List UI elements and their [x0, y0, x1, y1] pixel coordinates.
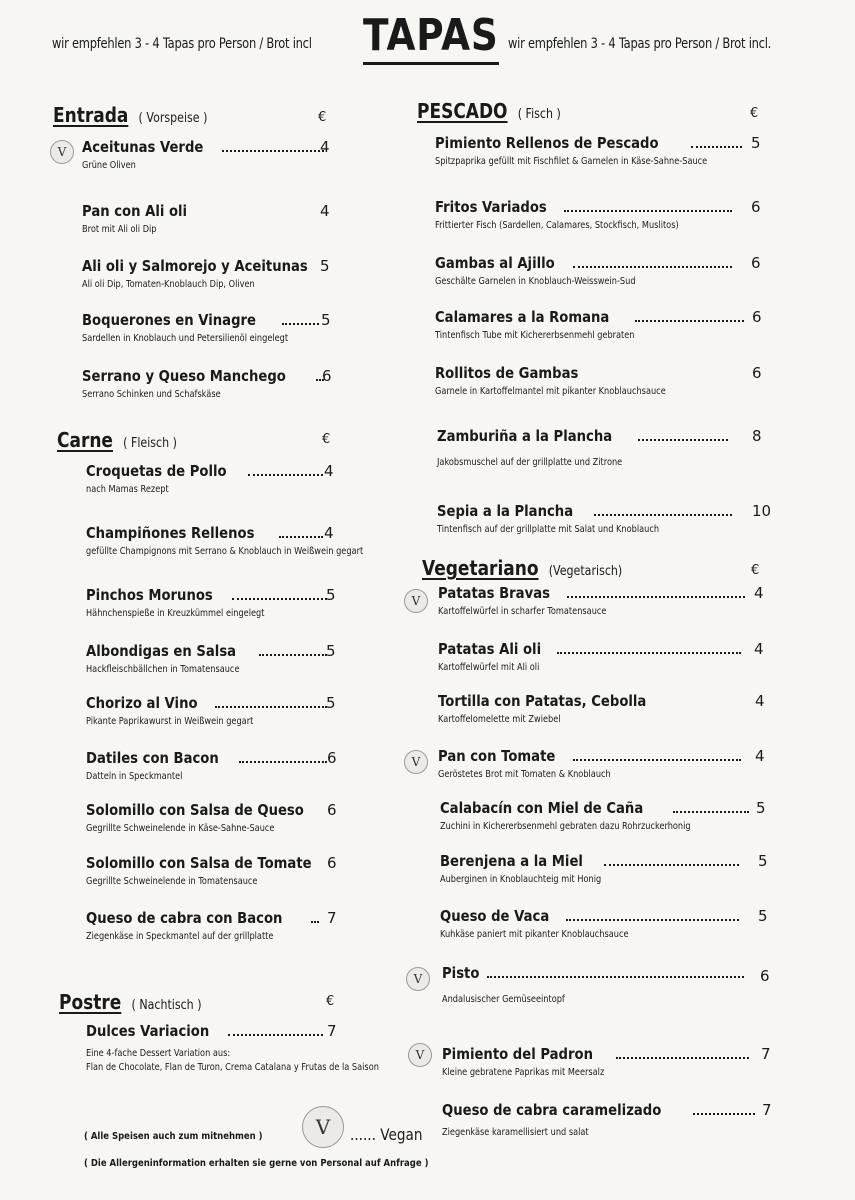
currency-symbol: €	[750, 106, 759, 121]
item-description: Ziegenkäse karamellisiert und salat	[442, 1127, 589, 1138]
section-heading: Vegetariano	[422, 556, 539, 580]
dot-leader	[564, 210, 732, 212]
menu-item	[435, 308, 747, 341]
item-name: Pimiento del Padron	[442, 1045, 593, 1063]
item-price: 6	[752, 364, 762, 382]
section-heading: Entrada	[53, 103, 129, 127]
item-price: 5	[321, 311, 331, 329]
menu-item	[438, 584, 748, 617]
item-description: Geschälte Garnelen in Knoblauch-Weisswein-Sud	[435, 276, 636, 287]
item-name: Queso de Vaca	[440, 907, 550, 925]
item-price: 7	[761, 1045, 771, 1063]
item-price: 5	[320, 257, 330, 275]
item-name: Solomillo con Salsa de Tomate	[86, 854, 312, 872]
item-name: Calamares a la Romana	[435, 308, 610, 326]
item-description: Gegrillte Schweinelende in Tomatensauce	[86, 876, 258, 887]
item-price: 4	[324, 462, 334, 480]
section-heading: Carne	[57, 428, 113, 452]
item-name: Solomillo con Salsa de Queso	[86, 801, 304, 819]
item-description: Hackfleischbällchen in Tomatensauce	[86, 664, 240, 675]
menu-item	[435, 364, 735, 397]
menu-item	[86, 586, 330, 619]
page-title: TAPAS	[363, 10, 499, 65]
dot-leader	[673, 811, 749, 813]
item-price: 4	[320, 138, 330, 156]
vegan-badge-icon: V	[50, 140, 74, 164]
menu-item	[442, 964, 747, 1005]
item-name: Ali oli y Salmorejo y Aceitunas	[82, 257, 308, 275]
item-description: gefüllte Champignons mit Serrano & Knoblauch in Weißwein gegart	[86, 546, 364, 557]
menu-item	[438, 640, 744, 673]
item-price: 5	[756, 799, 766, 817]
item-name: Boquerones en Vinagre	[82, 311, 256, 329]
item-price: 4	[754, 640, 764, 658]
menu-item	[435, 198, 735, 231]
item-price: 5	[758, 907, 768, 925]
item-description: Frittierter Fisch (Sardellen, Calamares, Stockfisch, Muslitos)	[435, 220, 679, 231]
menu-item	[86, 801, 330, 834]
item-price: 6	[751, 198, 761, 216]
item-name: Serrano y Queso Manchego	[82, 367, 286, 385]
menu-item	[86, 694, 330, 727]
menu-item	[442, 1101, 758, 1138]
dot-leader	[604, 864, 739, 866]
menu-item	[437, 502, 735, 535]
dot-leader	[594, 514, 732, 516]
item-description: Datteln in Speckmantel	[86, 771, 183, 782]
section-subtitle: ( Fisch )	[517, 107, 561, 122]
item-name: Pimiento Rellenos de Pescado	[435, 134, 659, 152]
item-description: Kartoffelwürfel in scharfer Tomatensauce	[438, 606, 607, 617]
menu-item	[82, 202, 302, 235]
vegan-legend-icon: V	[302, 1106, 344, 1148]
item-description: Ziegenkäse in Speckmantel auf der grillplatte	[86, 931, 274, 942]
section-title-vegetariano	[422, 556, 622, 580]
dot-leader	[573, 759, 741, 761]
item-price: 5	[326, 586, 336, 604]
currency-symbol: €	[322, 432, 331, 447]
item-description: Zuchini in Kichererbsenmehl gebraten dazu Rohrzuckerhonig	[440, 821, 691, 832]
dot-leader	[282, 323, 319, 325]
item-name: Calabacín con Miel de Caña	[440, 799, 644, 817]
item-price: 7	[327, 1022, 337, 1040]
item-description: Andalusischer Gemüseeintopf	[442, 994, 565, 1005]
item-price: 5	[758, 852, 768, 870]
dot-leader	[279, 536, 323, 538]
item-price: 4	[755, 747, 765, 765]
item-description: Pikante Paprikawurst in Weißwein gegart	[86, 716, 254, 727]
item-name: Champiñones Rellenos	[86, 524, 255, 542]
menu-item	[440, 852, 742, 885]
item-price: 4	[755, 692, 765, 710]
header-note-right: wir empfehlen 3 - 4 Tapas pro Person / Brot incl.	[508, 36, 772, 52]
menu-item	[435, 134, 745, 167]
dot-leader	[557, 652, 741, 654]
item-description: Tintenfisch Tube mit Kichererbsenmehl gebraten	[435, 330, 635, 341]
item-description: Brot mit Ali oli Dip	[82, 224, 157, 235]
item-description: Kartoffelwürfel mit Ali oli	[438, 662, 540, 673]
item-description: Sardellen in Knoblauch und Petersilienöl eingelegt	[82, 333, 289, 344]
item-description: Ali oli Dip, Tomaten-Knoblauch Dip, Oliven	[82, 279, 255, 290]
dot-leader	[638, 439, 728, 441]
dot-leader	[635, 320, 744, 322]
item-name: Sepia a la Plancha	[437, 502, 574, 520]
section-subtitle: ( Vorspeise )	[138, 111, 208, 126]
vegan-badge-icon: V	[406, 967, 430, 991]
menu-item	[442, 1045, 752, 1078]
item-description: Gegrillte Schweinelende in Käse-Sahne-Sauce	[86, 823, 275, 834]
item-price: 7	[327, 909, 337, 927]
item-description: Hähnchenspieße in Kreuzkümmel eingelegt	[86, 608, 265, 619]
item-description: Tintenfisch auf der grillplatte mit Salat und Knoblauch	[437, 524, 660, 535]
section-heading: PESCADO	[417, 99, 508, 123]
item-name: Rollitos de Gambas	[435, 364, 579, 382]
section-subtitle: ( Fleisch )	[123, 436, 177, 451]
item-price: 5	[751, 134, 761, 152]
item-name: Queso de cabra con Bacon	[86, 909, 283, 927]
item-price: 6	[752, 308, 762, 326]
section-title-carne	[57, 428, 177, 452]
dot-leader	[566, 919, 739, 921]
item-name: Chorizo al Vino	[86, 694, 198, 712]
item-name: Queso de cabra caramelizado	[442, 1101, 662, 1119]
item-price: 6	[322, 367, 332, 385]
menu-item	[438, 747, 744, 780]
dot-leader	[567, 596, 745, 598]
menu-item	[437, 427, 731, 468]
menu-item	[440, 907, 742, 940]
item-name: Fritos Variados	[435, 198, 547, 216]
item-name: Pan con Ali oli	[82, 202, 188, 220]
dot-leader	[616, 1057, 749, 1059]
section-heading: Postre	[59, 990, 122, 1014]
dot-leader	[232, 598, 327, 600]
menu-item	[82, 257, 322, 290]
item-price: 6	[327, 749, 337, 767]
item-name: Pan con Tomate	[438, 747, 556, 765]
item-description: Spitzpaprika gefüllt mit Fischfilet & Garnelen in Käse-Sahne-Sauce	[435, 156, 708, 167]
menu-item	[440, 799, 752, 832]
item-price: 6	[760, 967, 770, 985]
item-price: 4	[324, 524, 334, 542]
item-name: Pisto	[442, 964, 480, 982]
dot-leader	[239, 761, 327, 763]
allergen-note: ( Die Allergeninformation erhalten sie gerne von Personal auf Anfrage )	[84, 1158, 429, 1169]
menu-item	[435, 254, 735, 287]
takeaway-note: ( Alle Speisen auch zum mitnehmen )	[84, 1131, 263, 1142]
item-description: Flan de Chocolate, Flan de Turon, Crema Catalana y Frutas de la Saison	[86, 1062, 379, 1073]
vegan-badge-icon: V	[404, 589, 428, 613]
item-description: Serrano Schinken und Schafskäse	[82, 389, 221, 400]
item-name: Croquetas de Pollo	[86, 462, 227, 480]
item-description: Eine 4-fache Dessert Variation aus:	[86, 1048, 231, 1059]
item-description: Grüne Oliven	[82, 160, 136, 171]
menu-item	[86, 642, 330, 675]
dot-leader	[693, 1113, 755, 1115]
vegan-legend-label: ...... Vegan	[350, 1125, 423, 1144]
item-price: 8	[752, 427, 762, 445]
dot-leader	[215, 706, 327, 708]
item-description: Garnele in Kartoffelmantel mit pikanter Knoblauchsauce	[435, 386, 666, 397]
menu-item	[438, 692, 738, 725]
header-note-left: wir empfehlen 3 - 4 Tapas pro Person / Brot incl	[52, 36, 312, 52]
vegan-badge-icon: V	[404, 750, 428, 774]
item-name: Berenjena a la Miel	[440, 852, 583, 870]
item-name: Patatas Ali oli	[438, 640, 542, 658]
menu-item	[86, 1022, 379, 1073]
menu-item	[86, 524, 364, 557]
item-price: 6	[327, 854, 337, 872]
dot-leader	[691, 146, 742, 148]
dot-leader	[228, 1034, 323, 1036]
section-subtitle: ( Nachtisch )	[131, 998, 202, 1013]
item-name: Patatas Bravas	[438, 584, 550, 602]
item-price: 4	[320, 202, 330, 220]
item-description: Kuhkäse paniert mit pikanter Knoblauchsauce	[440, 929, 629, 940]
dot-leader	[573, 266, 732, 268]
item-price: 7	[762, 1101, 772, 1119]
item-price: 6	[327, 801, 337, 819]
item-description: Geröstetes Brot mit Tomaten & Knoblauch	[438, 769, 611, 780]
item-name: Datiles con Bacon	[86, 749, 219, 767]
section-subtitle: (Vegetarisch)	[548, 564, 623, 579]
menu-item	[86, 854, 330, 887]
item-price: 4	[754, 584, 764, 602]
dot-leader	[248, 474, 323, 476]
dot-leader	[259, 654, 327, 656]
dot-leader	[311, 921, 319, 923]
menu-item	[82, 138, 327, 171]
currency-symbol: €	[326, 994, 335, 1009]
vegan-badge-icon: V	[408, 1043, 432, 1067]
item-name: Gambas al Ajillo	[435, 254, 555, 272]
item-name: Dulces Variacion	[86, 1022, 210, 1040]
menu-item	[82, 367, 322, 400]
item-name: Pinchos Morunos	[86, 586, 213, 604]
menu-item	[86, 909, 316, 942]
currency-symbol: €	[751, 563, 760, 578]
dot-leader	[487, 976, 744, 978]
dot-leader	[222, 150, 324, 152]
currency-symbol: €	[318, 110, 327, 125]
item-description: Auberginen in Knoblauchteig mit Honig	[440, 874, 602, 885]
item-name: Tortilla con Patatas, Cebolla	[438, 692, 647, 710]
item-price: 10	[752, 502, 772, 520]
item-description: Kleine gebratene Paprikas mit Meersalz	[442, 1067, 605, 1078]
item-name: Aceitunas Verde	[82, 138, 204, 156]
item-name: Albondigas en Salsa	[86, 642, 237, 660]
menu-item	[86, 749, 330, 782]
item-price: 5	[326, 642, 336, 660]
section-title-pescado	[417, 99, 561, 123]
menu-item	[82, 311, 322, 344]
item-description: Jakobsmuschel auf der grillplatte und Zitrone	[437, 457, 623, 468]
section-title-entrada	[53, 103, 207, 127]
menu-item	[86, 462, 326, 495]
item-description: nach Mamas Rezept	[86, 484, 169, 495]
item-description: Kartoffelomelette mit Zwiebel	[438, 714, 561, 725]
item-name: Zamburiña a la Plancha	[437, 427, 613, 445]
section-title-postre	[59, 990, 202, 1014]
item-price: 5	[326, 694, 336, 712]
item-price: 6	[751, 254, 761, 272]
